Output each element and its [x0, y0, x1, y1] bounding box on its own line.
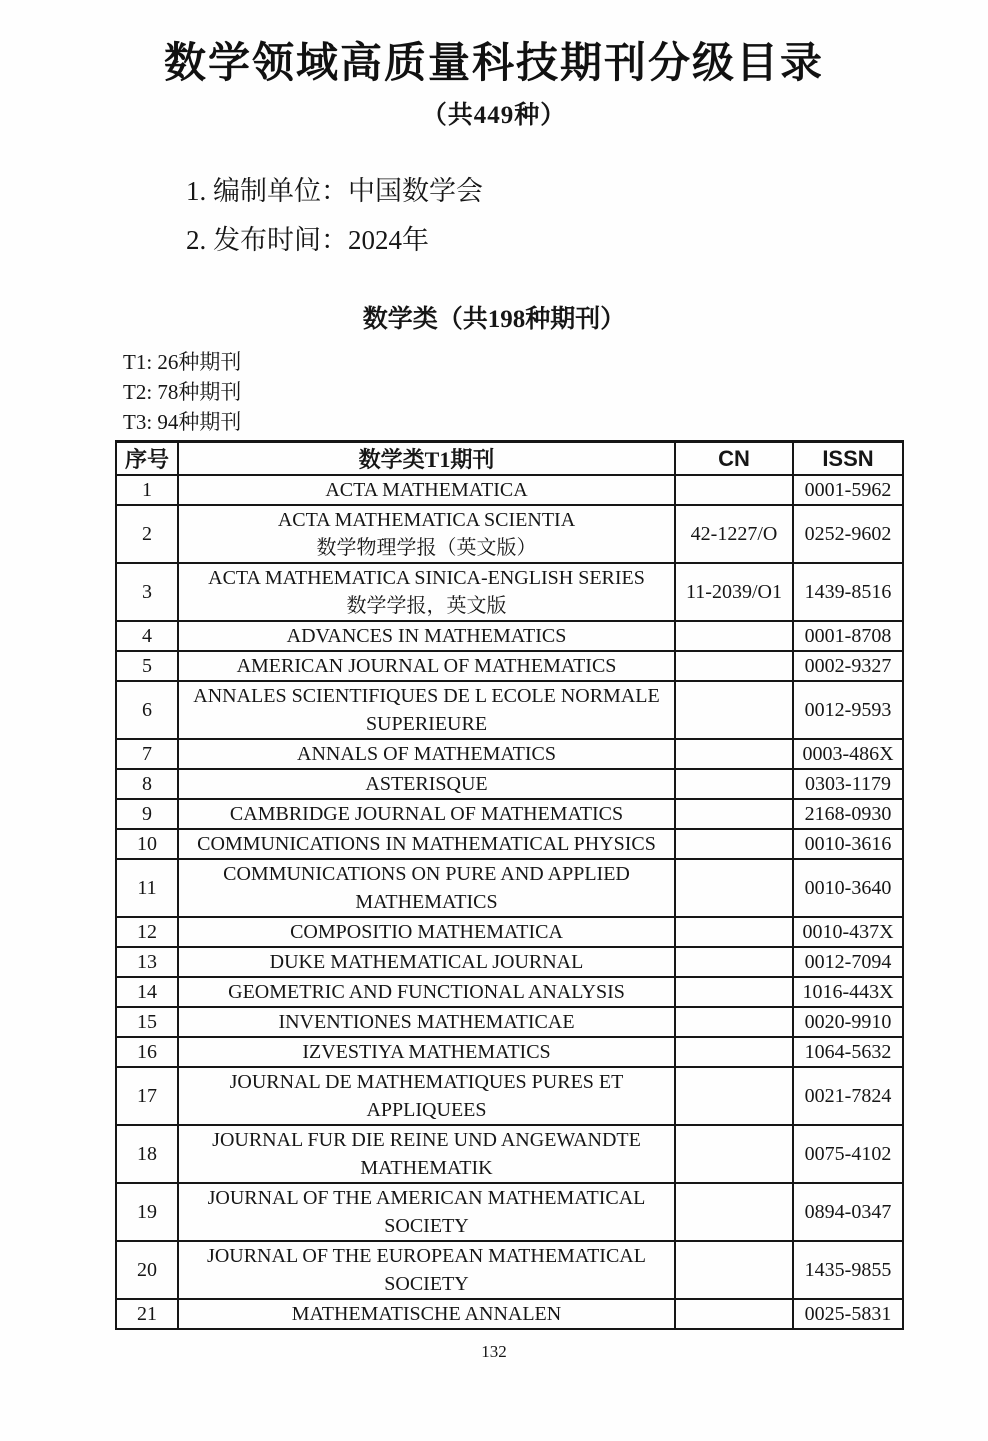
table-row: [116, 799, 903, 829]
table-row: [116, 829, 903, 859]
cell-index: 21: [116, 1299, 178, 1329]
cell-journal-name: [178, 799, 675, 829]
table-row: [116, 1037, 903, 1067]
cell-cn: [675, 1037, 793, 1067]
page-subtitle: （共449种）: [421, 102, 567, 129]
journal-name-en: ANNALES SCIENTIFIQUES DE L ECOLE NORMALE SUPERIEURE: [193, 685, 660, 735]
cell-cn: [675, 621, 793, 651]
cell-journal-name: [178, 1125, 675, 1183]
col-header-index: 序号: [116, 442, 178, 476]
journal-name-en: JOURNAL OF THE EUROPEAN MATHEMATICAL SOCIETY: [207, 1245, 646, 1295]
cell-issn: 0001-8708: [793, 621, 903, 651]
cell-journal-name: [178, 769, 675, 799]
table-row: [116, 563, 903, 621]
cell-index: 7: [116, 739, 178, 769]
cell-journal-name: [178, 1299, 675, 1329]
tier-t2-count: T2: 78种期刊: [123, 380, 242, 404]
cell-cn: [675, 977, 793, 1007]
cell-index: 16: [116, 1037, 178, 1067]
tier-list: [123, 347, 988, 437]
cell-cn: [675, 1299, 793, 1329]
cell-cn: [675, 475, 793, 505]
tier-t3-count: T3: 94种期刊: [123, 410, 242, 434]
table-row: [116, 681, 903, 739]
cell-index: 15: [116, 1007, 178, 1037]
page-title: 数学领域高质量科技期刊分级目录: [163, 41, 824, 87]
journal-name-en: ASTERISQUE: [365, 773, 488, 795]
cell-issn: 1439-8516: [793, 563, 903, 621]
cell-cn: 11-2039/O1: [675, 563, 793, 621]
table-row: [116, 1299, 903, 1329]
table-row: [116, 1007, 903, 1037]
cell-cn: [675, 799, 793, 829]
journal-table: [115, 440, 904, 1330]
cell-journal-name: [178, 563, 675, 621]
table-row: [116, 977, 903, 1007]
journal-name-en: JOURNAL OF THE AMERICAN MATHEMATICAL SOCIETY: [207, 1187, 646, 1237]
table-row: [116, 475, 903, 505]
cell-issn: 0025-5831: [793, 1299, 903, 1329]
table-row: [116, 769, 903, 799]
journal-name-en: JOURNAL DE MATHEMATIQUES PURES ET APPLIQUEES: [229, 1071, 624, 1121]
cell-index: 13: [116, 947, 178, 977]
cell-journal-name: [178, 1241, 675, 1299]
cell-issn: 0012-7094: [793, 947, 903, 977]
cell-issn: 0252-9602: [793, 505, 903, 563]
cell-cn: [675, 1241, 793, 1299]
tier-t1-count: T1: 26种期刊: [123, 350, 242, 374]
cell-index: 14: [116, 977, 178, 1007]
cell-index: 1: [116, 475, 178, 505]
cell-journal-name: [178, 977, 675, 1007]
journal-name-en: COMPOSITIO MATHEMATICA: [290, 921, 563, 943]
cell-issn: 1064-5632: [793, 1037, 903, 1067]
journal-name-zh: 数学物理学报（英文版）: [316, 537, 537, 559]
table-row: [116, 651, 903, 681]
cell-issn: 0010-437X: [793, 917, 903, 947]
table-row: [116, 859, 903, 917]
cell-journal-name: [178, 1067, 675, 1125]
journal-name-en: ADVANCES IN MATHEMATICS: [286, 625, 567, 647]
journal-name-en: ANNALS OF MATHEMATICS: [297, 743, 556, 765]
cell-index: 10: [116, 829, 178, 859]
cell-cn: [675, 1007, 793, 1037]
journal-name-en: ACTA MATHEMATICA SCIENTIA: [277, 509, 576, 531]
cell-cn: [675, 917, 793, 947]
table-row: [116, 1241, 903, 1299]
cell-journal-name: [178, 1037, 675, 1067]
cell-cn: [675, 947, 793, 977]
cell-issn: 2168-0930: [793, 799, 903, 829]
cell-journal-name: [178, 475, 675, 505]
table-row: [116, 1067, 903, 1125]
cell-issn: 0020-9910: [793, 1007, 903, 1037]
table-row: [116, 947, 903, 977]
journal-name-en: ACTA MATHEMATICA: [325, 479, 528, 501]
cell-issn: 0010-3640: [793, 859, 903, 917]
cell-cn: [675, 1183, 793, 1241]
cell-cn: [675, 681, 793, 739]
table-row: [116, 1125, 903, 1183]
cell-journal-name: [178, 1007, 675, 1037]
cell-journal-name: [178, 917, 675, 947]
journal-name-en: ACTA MATHEMATICA SINICA-ENGLISH SERIES: [208, 567, 645, 589]
cell-journal-name: [178, 829, 675, 859]
cell-index: 2: [116, 505, 178, 563]
cell-cn: 42-1227/O: [675, 505, 793, 563]
col-header-journal-name: 数学类T1期刊: [178, 442, 675, 476]
journal-name-en: COMMUNICATIONS ON PURE AND APPLIED MATHEMATICS: [223, 863, 630, 913]
col-header-issn: ISSN: [793, 442, 903, 476]
cell-index: 11: [116, 859, 178, 917]
cell-issn: 0003-486X: [793, 739, 903, 769]
table-row: [116, 739, 903, 769]
col-header-cn: CN: [675, 442, 793, 476]
cell-issn: 0001-5962: [793, 475, 903, 505]
cell-journal-name: [178, 621, 675, 651]
cell-journal-name: [178, 651, 675, 681]
journal-name-en: INVENTIONES MATHEMATICAE: [278, 1011, 575, 1033]
cell-index: 17: [116, 1067, 178, 1125]
cell-issn: 0303-1179: [793, 769, 903, 799]
cell-index: 9: [116, 799, 178, 829]
journal-name-en: COMMUNICATIONS IN MATHEMATICAL PHYSICS: [197, 833, 656, 855]
table-row: [116, 505, 903, 563]
cell-cn: [675, 1067, 793, 1125]
cell-index: 19: [116, 1183, 178, 1241]
journal-table-body: [116, 475, 903, 1329]
page-number: 132: [481, 1342, 507, 1361]
cell-index: 5: [116, 651, 178, 681]
journal-name-en: MATHEMATISCHE ANNALEN: [291, 1303, 562, 1325]
cell-journal-name: [178, 1183, 675, 1241]
cell-index: 4: [116, 621, 178, 651]
cell-cn: [675, 829, 793, 859]
cell-journal-name: [178, 739, 675, 769]
cell-journal-name: [178, 681, 675, 739]
cell-issn: 0010-3616: [793, 829, 903, 859]
cell-issn: 0075-4102: [793, 1125, 903, 1183]
cell-cn: [675, 1125, 793, 1183]
cell-issn: 0012-9593: [793, 681, 903, 739]
cell-cn: [675, 859, 793, 917]
cell-cn: [675, 769, 793, 799]
table-row: [116, 621, 903, 651]
table-header-row: [116, 442, 903, 476]
cell-issn: 1435-9855: [793, 1241, 903, 1299]
cell-index: 3: [116, 563, 178, 621]
table-row: [116, 917, 903, 947]
cell-index: 20: [116, 1241, 178, 1299]
journal-name-en: AMERICAN JOURNAL OF MATHEMATICS: [236, 655, 617, 677]
table-row: [116, 1183, 903, 1241]
cell-index: 12: [116, 917, 178, 947]
cell-issn: 0002-9327: [793, 651, 903, 681]
cell-cn: [675, 739, 793, 769]
journal-name-en: JOURNAL FUR DIE REINE UND ANGEWANDTE MATHEMATIK: [212, 1129, 641, 1179]
cell-journal-name: [178, 505, 675, 563]
journal-name-en: CAMBRIDGE JOURNAL OF MATHEMATICS: [229, 803, 624, 825]
cell-issn: 1016-443X: [793, 977, 903, 1007]
cell-issn: 0021-7824: [793, 1067, 903, 1125]
journal-name-en: GEOMETRIC AND FUNCTIONAL ANALYSIS: [228, 981, 625, 1003]
cell-journal-name: [178, 859, 675, 917]
cell-issn: 0894-0347: [793, 1183, 903, 1241]
meta-list: [186, 174, 988, 257]
meta-item-compiler: 1. 编制单位：中国数学会: [186, 176, 483, 206]
cell-index: 6: [116, 681, 178, 739]
cell-index: 8: [116, 769, 178, 799]
journal-name-zh: 数学学报，英文版: [346, 595, 507, 617]
section-heading: 数学类（共198种期刊）: [362, 306, 626, 333]
cell-cn: [675, 651, 793, 681]
meta-item-publish-date: 2. 发布时间：2024年: [186, 225, 429, 255]
cell-index: 18: [116, 1125, 178, 1183]
cell-journal-name: [178, 947, 675, 977]
journal-name-en: DUKE MATHEMATICAL JOURNAL: [269, 951, 584, 973]
journal-name-en: IZVESTIYA MATHEMATICS: [302, 1041, 551, 1063]
